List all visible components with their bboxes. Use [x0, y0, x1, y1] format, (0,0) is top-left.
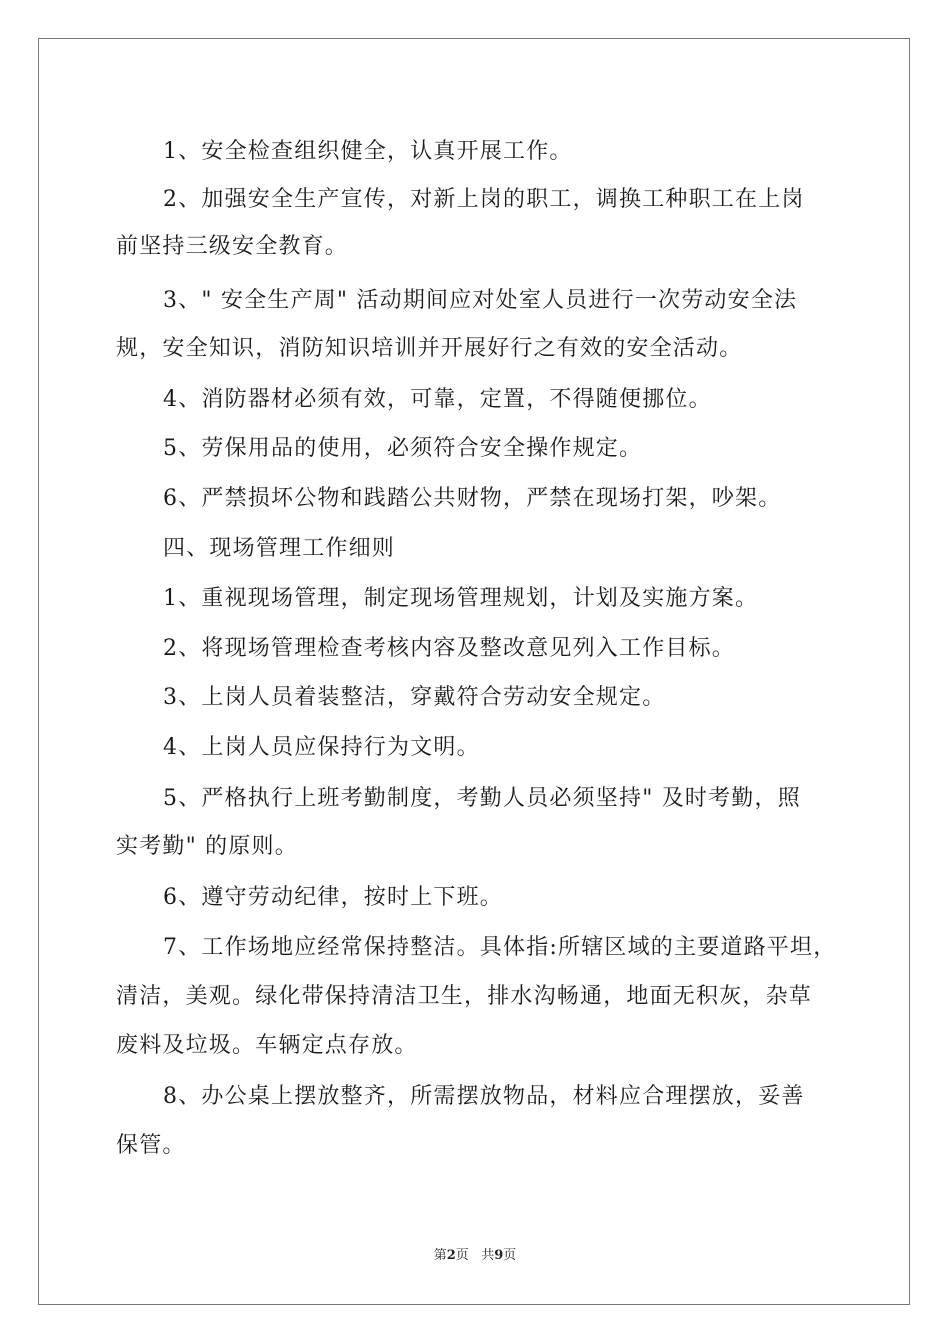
- paragraph-line: 2、加强安全生产宣传，对新上岗的职工，调换工种职工在上岗: [163, 187, 805, 212]
- footer-total-prefix: 共: [481, 1248, 495, 1263]
- paragraph-line: 3、" 安全生产周" 活动期间应对处室人员进行一次劳动安全法: [163, 288, 798, 313]
- paragraph-line: 前坚持三级安全教育。: [116, 234, 349, 259]
- paragraph-line: 6、严禁损坏公物和践踏公共财物，严禁在现场打架，吵架。: [163, 486, 782, 511]
- paragraph-line: 2、将现场管理检查考核内容及整改意见列入工作目标。: [163, 636, 735, 661]
- footer-prefix: 第: [433, 1248, 447, 1263]
- footer-page-number: 2: [446, 1248, 456, 1263]
- paragraph-line: 3、上岗人员着装整洁，穿戴符合劳动安全规定。: [163, 685, 666, 710]
- paragraph-line: 清洁，美观。绿化带保持清洁卫生，排水沟畅通，地面无积灰，杂草: [116, 984, 813, 1009]
- paragraph-line: 5、严格执行上班考勤制度，考勤人员必须坚持" 及时考勤，照: [163, 786, 801, 811]
- paragraph-line: 4、消防器材必须有效，可靠，定置，不得随便挪位。: [163, 387, 712, 412]
- paragraph-line: 7、工作场地应经常保持整洁。具体指:所辖区域的主要道路平坦，: [163, 935, 837, 960]
- paragraph-line: 废料及垃圾。车辆定点存放。: [116, 1033, 418, 1058]
- paragraph-line: 5、劳保用品的使用，必须符合安全操作规定。: [163, 436, 643, 461]
- footer-total-suffix: 页: [503, 1248, 517, 1263]
- paragraph-line: 4、上岗人员应保持行为文明。: [163, 735, 480, 760]
- paragraph-line: 保管。: [116, 1133, 186, 1158]
- paragraph-line: 6、遵守劳动纪律，按时上下班。: [163, 885, 503, 910]
- section-heading: 四、现场管理工作细则: [163, 536, 396, 561]
- footer-page-suffix: 页: [455, 1248, 469, 1263]
- footer-total-pages: 9: [494, 1248, 504, 1263]
- paragraph-line: 1、安全检查组织健全，认真开展工作。: [163, 139, 573, 164]
- paragraph-line: 8、办公桌上摆放整齐，所需摆放物品，材料应合理摆放，妥善: [163, 1084, 805, 1109]
- page-border: [38, 38, 910, 1305]
- paragraph-line: 规，安全知识，消防知识培训并开展好行之有效的安全活动。: [116, 336, 743, 361]
- paragraph-line: 1、重视现场管理，制定现场管理规划，计划及实施方案。: [163, 586, 759, 611]
- page-footer: [0, 1244, 950, 1263]
- paragraph-line: 实考勤" 的原则。: [116, 834, 298, 859]
